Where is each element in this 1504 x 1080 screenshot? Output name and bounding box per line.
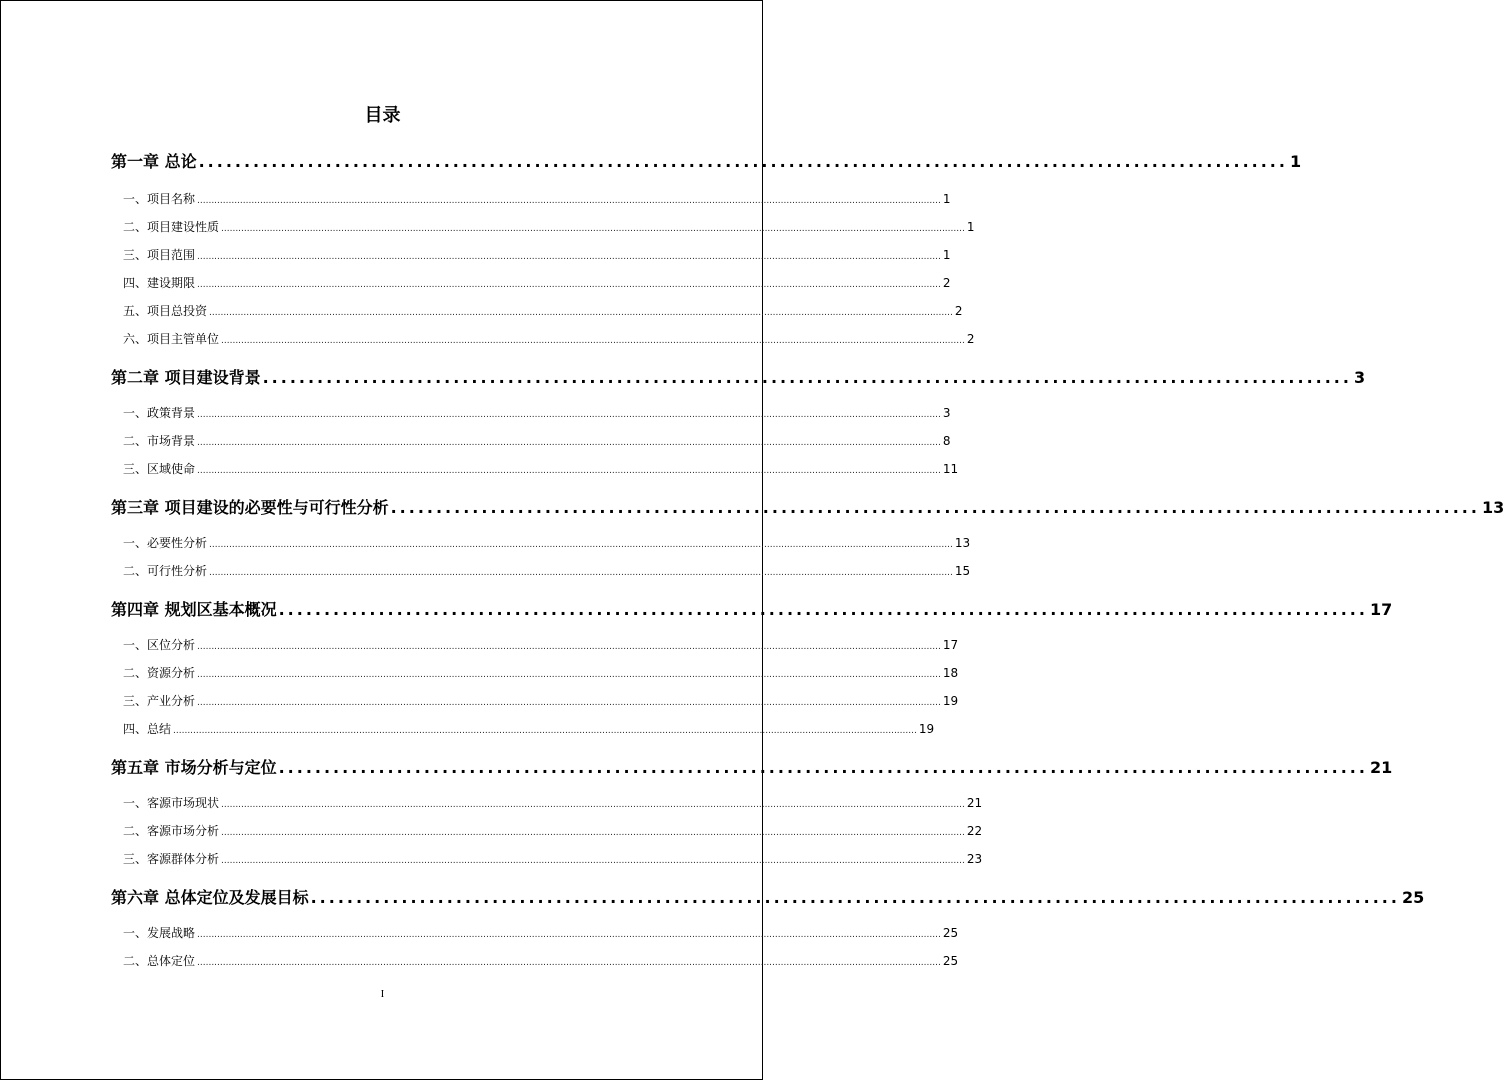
toc-entry-label: 一、必要性分析 — [123, 536, 208, 550]
toc-entry-label: 一、区位分析 — [123, 638, 196, 652]
toc-entry-page-number: 1 — [1289, 152, 1302, 171]
toc-chapter-entry[interactable] — [111, 365, 1366, 389]
toc-entry-label: 三、客源群体分析 — [123, 852, 220, 866]
toc-entry-page-number: 1 — [966, 220, 975, 234]
toc-section-entry[interactable] — [123, 246, 951, 264]
toc-section-entry[interactable] — [123, 274, 951, 292]
toc-dot-leader: .................................................................................................................................................................................................................................................................... — [209, 540, 953, 550]
footer-page-number: I — [380, 988, 385, 1000]
toc-section-entry[interactable] — [123, 720, 935, 738]
toc-dot-leader: .................................................................................................................................................................................................................................................................... — [197, 196, 941, 206]
toc-dot-leader: .................................................................................................................................................................................................................................................................... — [221, 336, 965, 346]
toc-entry-page-number: 17 — [1369, 600, 1393, 619]
toc-chapter-entry[interactable] — [111, 495, 1504, 519]
toc-entry-label: 第一章 总论 — [111, 152, 197, 171]
toc-entry-page-number: 23 — [966, 852, 983, 866]
toc-entry-label: 第四章 规划区基本概况 — [111, 600, 277, 619]
toc-section-entry[interactable] — [123, 330, 975, 348]
toc-entry-label: 二、资源分析 — [123, 666, 196, 680]
toc-dot-leader: ........................................................................................................................ — [198, 152, 1288, 171]
toc-section-entry[interactable] — [123, 952, 959, 970]
toc-entry-page-number: 25 — [1401, 888, 1425, 907]
toc-entry-page-number: 17 — [942, 638, 959, 652]
toc-dot-leader: ........................................................................................................................ — [390, 498, 1480, 517]
toc-section-entry[interactable] — [123, 190, 951, 208]
toc-entry-label: 第五章 市场分析与定位 — [111, 758, 277, 777]
toc-entry-label: 二、可行性分析 — [123, 564, 208, 578]
toc-chapter-entry[interactable] — [111, 597, 1393, 621]
toc-section-entry[interactable] — [123, 432, 951, 450]
toc-title: 目录 — [364, 105, 401, 126]
toc-dot-leader: ........................................................................................................................ — [278, 758, 1368, 777]
toc-dot-leader: .................................................................................................................................................................................................................................................................... — [197, 698, 941, 708]
toc-section-entry[interactable] — [123, 924, 959, 942]
toc-dot-leader: .................................................................................................................................................................................................................................................................... — [221, 800, 965, 810]
toc-entry-label: 三、项目范围 — [123, 248, 196, 262]
toc-entry-label: 五、项目总投资 — [123, 304, 208, 318]
toc-chapter-entry[interactable] — [111, 149, 1302, 173]
toc-dot-leader: .................................................................................................................................................................................................................................................................... — [197, 930, 941, 940]
toc-entry-page-number: 11 — [942, 462, 959, 476]
toc-entry-page-number: 8 — [942, 434, 951, 448]
toc-entry-page-number: 2 — [966, 332, 975, 346]
toc-entry-label: 一、客源市场现状 — [123, 796, 220, 810]
toc-section-entry[interactable] — [123, 302, 963, 320]
toc-entry-label: 二、项目建设性质 — [123, 220, 220, 234]
toc-dot-leader: .................................................................................................................................................................................................................................................................... — [197, 438, 941, 448]
toc-section-entry[interactable] — [123, 404, 951, 422]
toc-entry-page-number: 25 — [942, 926, 959, 940]
toc-dot-leader: ........................................................................................................................ — [278, 600, 1368, 619]
toc-entry-page-number: 25 — [942, 954, 959, 968]
toc-section-entry[interactable] — [123, 636, 959, 654]
toc-entry-label: 一、项目名称 — [123, 192, 196, 206]
toc-dot-leader: .................................................................................................................................................................................................................................................................... — [221, 224, 965, 234]
toc-dot-leader: .................................................................................................................................................................................................................................................................... — [197, 466, 941, 476]
toc-dot-leader: .................................................................................................................................................................................................................................................................... — [197, 958, 941, 968]
toc-dot-leader: .................................................................................................................................................................................................................................................................... — [209, 308, 953, 318]
toc-entry-label: 三、产业分析 — [123, 694, 196, 708]
toc-entry-label: 一、发展战略 — [123, 926, 196, 940]
toc-section-entry[interactable] — [123, 460, 959, 478]
toc-dot-leader: .................................................................................................................................................................................................................................................................... — [197, 410, 941, 420]
toc-section-entry[interactable] — [123, 664, 959, 682]
toc-entry-page-number: 21 — [966, 796, 983, 810]
toc-section-entry[interactable] — [123, 822, 983, 840]
toc-entry-label: 第三章 项目建设的必要性与可行性分析 — [111, 498, 389, 517]
toc-entry-page-number: 3 — [942, 406, 951, 420]
toc-section-entry[interactable] — [123, 794, 983, 812]
toc-entry-label: 二、市场背景 — [123, 434, 196, 448]
toc-entry-page-number: 15 — [954, 564, 971, 578]
toc-entry-page-number: 19 — [942, 694, 959, 708]
toc-section-entry[interactable] — [123, 218, 975, 236]
toc-dot-leader: ........................................................................................................................ — [310, 888, 1400, 907]
toc-section-entry[interactable] — [123, 692, 959, 710]
toc-entry-label: 一、政策背景 — [123, 406, 196, 420]
toc-entry-page-number: 21 — [1369, 758, 1393, 777]
toc-entry-page-number: 1 — [942, 248, 951, 262]
toc-entry-label: 六、项目主管单位 — [123, 332, 220, 346]
toc-entry-label: 第六章 总体定位及发展目标 — [111, 888, 309, 907]
toc-entry-page-number: 18 — [942, 666, 959, 680]
toc-dot-leader: .................................................................................................................................................................................................................................................................... — [221, 828, 965, 838]
toc-entry-page-number: 3 — [1353, 368, 1366, 387]
toc-entry-page-number: 13 — [954, 536, 971, 550]
toc-dot-leader: .................................................................................................................................................................................................................................................................... — [209, 568, 953, 578]
toc-dot-leader: .................................................................................................................................................................................................................................................................... — [197, 252, 941, 262]
toc-chapter-entry[interactable] — [111, 885, 1425, 909]
toc-entry-label: 三、区域使命 — [123, 462, 196, 476]
toc-entry-label: 四、总结 — [123, 722, 172, 736]
toc-chapter-entry[interactable] — [111, 755, 1393, 779]
toc-entry-page-number: 22 — [966, 824, 983, 838]
toc-dot-leader: ........................................................................................................................ — [262, 368, 1352, 387]
toc-entry-page-number: 1 — [942, 192, 951, 206]
toc-section-entry[interactable] — [123, 534, 971, 552]
toc-dot-leader: .................................................................................................................................................................................................................................................................... — [197, 670, 941, 680]
toc-entry-label: 第二章 项目建设背景 — [111, 368, 261, 387]
toc-section-entry[interactable] — [123, 562, 971, 580]
toc-entry-page-number: 2 — [954, 304, 963, 318]
toc-dot-leader: .................................................................................................................................................................................................................................................................... — [221, 856, 965, 866]
toc-dot-leader: .................................................................................................................................................................................................................................................................... — [197, 280, 941, 290]
toc-dot-leader: .................................................................................................................................................................................................................................................................... — [197, 642, 941, 652]
toc-section-entry[interactable] — [123, 850, 983, 868]
toc-entry-label: 四、建设期限 — [123, 276, 196, 290]
toc-entry-page-number: 19 — [918, 722, 935, 736]
toc-entry-label: 二、客源市场分析 — [123, 824, 220, 838]
toc-entry-page-number: 13 — [1481, 498, 1504, 517]
toc-entry-page-number: 2 — [942, 276, 951, 290]
toc-entry-label: 二、总体定位 — [123, 954, 196, 968]
toc-dot-leader: .................................................................................................................................................................................................................................................................... — [173, 726, 917, 736]
